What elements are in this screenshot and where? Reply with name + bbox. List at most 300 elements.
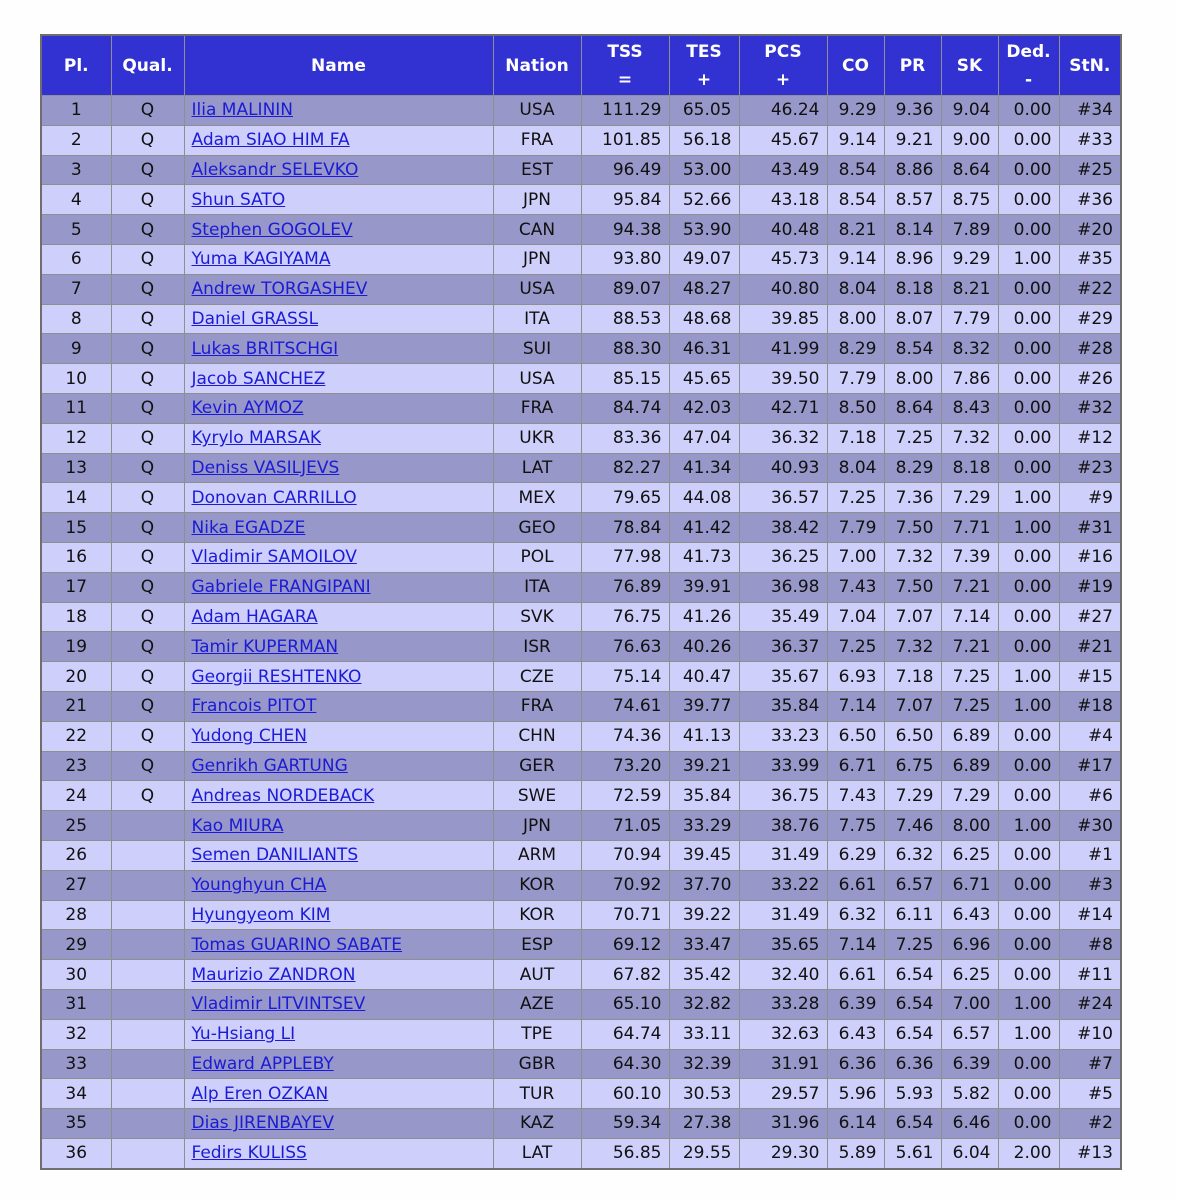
tes-cell: 41.26 <box>669 602 739 632</box>
pcs-cell: 36.32 <box>739 423 827 453</box>
pr-cell: 6.36 <box>884 1049 941 1079</box>
co-cell: 7.14 <box>827 691 884 721</box>
tes-cell: 35.42 <box>669 960 739 990</box>
pr-cell: 8.54 <box>884 334 941 364</box>
qual-cell <box>111 811 184 841</box>
skater-name-link[interactable]: Yuma KAGIYAMA <box>191 249 331 270</box>
co-cell: 8.54 <box>827 185 884 215</box>
tss-cell: 59.34 <box>581 1109 669 1139</box>
skater-name-link[interactable]: Semen DANILIANTS <box>191 845 359 866</box>
tes-cell: 45.65 <box>669 364 739 394</box>
pr-cell: 8.00 <box>884 364 941 394</box>
tss-cell: 76.89 <box>581 572 669 602</box>
col-header-nation <box>493 35 581 96</box>
place-cell: 26 <box>41 840 111 870</box>
name-cell <box>184 423 493 453</box>
skater-name-link[interactable]: Fedirs KULISS <box>191 1143 307 1164</box>
ded-cell: 1.00 <box>998 483 1059 513</box>
nation-cell: JPN <box>493 185 581 215</box>
name-cell <box>184 691 493 721</box>
nation-cell: LAT <box>493 1138 581 1168</box>
ded-cell: 0.00 <box>998 900 1059 930</box>
place-cell: 19 <box>41 632 111 662</box>
table-row <box>41 393 1121 423</box>
qual-cell: Q <box>111 513 184 543</box>
pr-cell: 7.07 <box>884 602 941 632</box>
skater-name-link[interactable]: Genrikh GARTUNG <box>191 755 348 776</box>
table-row <box>41 989 1121 1019</box>
tss-cell: 70.92 <box>581 870 669 900</box>
qual-cell: Q <box>111 483 184 513</box>
pcs-cell: 33.22 <box>739 870 827 900</box>
ded-cell: 1.00 <box>998 811 1059 841</box>
pcs-cell: 33.28 <box>739 989 827 1019</box>
stn-cell: #28 <box>1059 334 1121 364</box>
qual-cell <box>111 1109 184 1139</box>
skater-name-link[interactable]: Deniss VASILJEVS <box>191 457 340 478</box>
ded-cell: 0.00 <box>998 423 1059 453</box>
tss-cell: 88.53 <box>581 304 669 334</box>
skater-name-link[interactable]: Hyungyeom KIM <box>191 904 331 925</box>
co-cell: 7.75 <box>827 811 884 841</box>
tss-cell: 72.59 <box>581 781 669 811</box>
table-row <box>41 364 1121 394</box>
stn-cell: #24 <box>1059 989 1121 1019</box>
ded-cell: 0.00 <box>998 781 1059 811</box>
skater-name-link[interactable]: Jacob SANCHEZ <box>191 368 326 389</box>
pr-cell: 6.54 <box>884 960 941 990</box>
skater-name-link[interactable]: Edward APPLEBY <box>191 1053 334 1074</box>
sk-cell: 9.29 <box>941 244 998 274</box>
tss-cell: 65.10 <box>581 989 669 1019</box>
skater-name-link[interactable]: Georgii RESHTENKO <box>191 666 362 687</box>
qual-cell: Q <box>111 185 184 215</box>
ded-cell: 1.00 <box>998 989 1059 1019</box>
tes-cell: 46.31 <box>669 334 739 364</box>
pr-cell: 7.32 <box>884 632 941 662</box>
name-cell <box>184 215 493 245</box>
nation-cell: TPE <box>493 1019 581 1049</box>
col-header-pcs-label: PCS <box>764 41 802 62</box>
skater-name-link[interactable]: Dias JIRENBAYEV <box>191 1113 335 1134</box>
sk-cell: 7.29 <box>941 483 998 513</box>
name-cell <box>184 870 493 900</box>
skater-name-link[interactable]: Gabriele FRANGIPANI <box>191 577 371 598</box>
qual-cell: Q <box>111 96 184 126</box>
ded-cell: 0.00 <box>998 334 1059 364</box>
sk-cell: 5.82 <box>941 1079 998 1109</box>
skater-name-link[interactable]: Adam HAGARA <box>191 606 318 627</box>
sk-cell: 7.00 <box>941 989 998 1019</box>
skater-name-link[interactable]: Aleksandr SELEVKO <box>191 159 359 180</box>
stn-cell: #35 <box>1059 244 1121 274</box>
co-cell: 7.04 <box>827 602 884 632</box>
pr-cell: 7.25 <box>884 930 941 960</box>
pcs-cell: 40.48 <box>739 215 827 245</box>
skater-name-link[interactable]: Donovan CARRILLO <box>191 487 357 508</box>
ded-cell: 0.00 <box>998 364 1059 394</box>
qual-cell: Q <box>111 244 184 274</box>
sk-cell: 8.43 <box>941 393 998 423</box>
table-row <box>41 691 1121 721</box>
nation-cell: GER <box>493 751 581 781</box>
stn-cell: #12 <box>1059 423 1121 453</box>
stn-cell: #31 <box>1059 513 1121 543</box>
ded-cell: 0.00 <box>998 185 1059 215</box>
co-cell: 8.54 <box>827 155 884 185</box>
ded-cell: 0.00 <box>998 721 1059 751</box>
name-cell <box>184 244 493 274</box>
pr-cell: 7.50 <box>884 513 941 543</box>
stn-cell: #36 <box>1059 185 1121 215</box>
skater-name-link[interactable]: Stephen GOGOLEV <box>191 219 353 240</box>
sk-cell: 6.89 <box>941 751 998 781</box>
name-cell <box>184 602 493 632</box>
stn-cell: #3 <box>1059 870 1121 900</box>
skater-name-link[interactable]: Kyrylo MARSAK <box>191 428 322 449</box>
co-cell: 5.89 <box>827 1138 884 1168</box>
ded-cell: 0.00 <box>998 960 1059 990</box>
table-row <box>41 572 1121 602</box>
place-cell: 32 <box>41 1019 111 1049</box>
pr-cell: 6.75 <box>884 751 941 781</box>
stn-cell: #18 <box>1059 691 1121 721</box>
sk-cell: 9.00 <box>941 125 998 155</box>
ded-cell: 0.00 <box>998 304 1059 334</box>
ded-cell: 1.00 <box>998 691 1059 721</box>
skater-name-link[interactable]: Nika EGADZE <box>191 517 306 538</box>
pr-cell: 7.32 <box>884 542 941 572</box>
name-cell <box>184 751 493 781</box>
table-row <box>41 781 1121 811</box>
co-cell: 6.36 <box>827 1049 884 1079</box>
stn-cell: #33 <box>1059 125 1121 155</box>
sk-cell: 6.71 <box>941 870 998 900</box>
pr-cell: 5.61 <box>884 1138 941 1168</box>
col-header-nation-label: Nation <box>505 55 569 76</box>
skater-name-link[interactable]: Adam SIAO HIM FA <box>191 130 350 151</box>
co-cell: 8.04 <box>827 274 884 304</box>
ded-cell: 0.00 <box>998 542 1059 572</box>
qual-cell: Q <box>111 334 184 364</box>
table-row <box>41 960 1121 990</box>
tes-cell: 39.21 <box>669 751 739 781</box>
table-row <box>41 453 1121 483</box>
name-cell <box>184 721 493 751</box>
co-cell: 7.18 <box>827 423 884 453</box>
skater-name-link[interactable]: Andrew TORGASHEV <box>191 279 368 300</box>
co-cell: 6.93 <box>827 662 884 692</box>
col-header-sk-label: SK <box>956 55 983 76</box>
nation-cell: LAT <box>493 453 581 483</box>
tes-cell: 33.29 <box>669 811 739 841</box>
pcs-cell: 46.24 <box>739 96 827 126</box>
table-row <box>41 244 1121 274</box>
tes-cell: 48.27 <box>669 274 739 304</box>
pcs-cell: 45.73 <box>739 244 827 274</box>
name-cell <box>184 304 493 334</box>
table-row <box>41 632 1121 662</box>
pcs-cell: 38.42 <box>739 513 827 543</box>
sk-cell: 8.21 <box>941 274 998 304</box>
pr-cell: 7.29 <box>884 781 941 811</box>
pcs-cell: 39.50 <box>739 364 827 394</box>
table-row <box>41 215 1121 245</box>
pcs-cell: 39.85 <box>739 304 827 334</box>
tss-cell: 76.63 <box>581 632 669 662</box>
table-header <box>41 35 1121 96</box>
sk-cell: 7.32 <box>941 423 998 453</box>
ded-cell: 0.00 <box>998 393 1059 423</box>
skater-name-link[interactable]: Maurizio ZANDRON <box>191 964 356 985</box>
pr-cell: 8.07 <box>884 304 941 334</box>
nation-cell: JPN <box>493 811 581 841</box>
place-cell: 5 <box>41 215 111 245</box>
tss-cell: 79.65 <box>581 483 669 513</box>
pr-cell: 8.86 <box>884 155 941 185</box>
tes-cell: 41.34 <box>669 453 739 483</box>
sk-cell: 7.21 <box>941 632 998 662</box>
skater-name-link[interactable]: Ilia MALININ <box>191 100 294 121</box>
col-header-tss <box>581 35 669 96</box>
sk-cell: 7.25 <box>941 662 998 692</box>
name-cell <box>184 483 493 513</box>
skater-name-link[interactable]: Vladimir SAMOILOV <box>191 547 357 568</box>
place-cell: 31 <box>41 989 111 1019</box>
stn-cell: #1 <box>1059 840 1121 870</box>
pcs-cell: 35.49 <box>739 602 827 632</box>
pcs-cell: 35.84 <box>739 691 827 721</box>
table-row <box>41 662 1121 692</box>
table-row <box>41 423 1121 453</box>
col-header-pr-label: PR <box>899 55 926 76</box>
table-row <box>41 751 1121 781</box>
qual-cell <box>111 930 184 960</box>
stn-cell: #17 <box>1059 751 1121 781</box>
qual-cell <box>111 960 184 990</box>
skater-name-link[interactable]: Vladimir LITVINTSEV <box>191 994 366 1015</box>
tss-cell: 88.30 <box>581 334 669 364</box>
col-header-qual-label: Qual. <box>122 55 173 76</box>
tes-cell: 30.53 <box>669 1079 739 1109</box>
stn-cell: #30 <box>1059 811 1121 841</box>
pcs-cell: 40.93 <box>739 453 827 483</box>
qual-cell <box>111 840 184 870</box>
ded-cell: 0.00 <box>998 870 1059 900</box>
stn-cell: #2 <box>1059 1109 1121 1139</box>
name-cell <box>184 662 493 692</box>
co-cell: 8.00 <box>827 304 884 334</box>
place-cell: 8 <box>41 304 111 334</box>
co-cell: 7.14 <box>827 930 884 960</box>
co-cell: 9.29 <box>827 96 884 126</box>
tes-cell: 39.22 <box>669 900 739 930</box>
co-cell: 9.14 <box>827 125 884 155</box>
stn-cell: #34 <box>1059 96 1121 126</box>
place-cell: 1 <box>41 96 111 126</box>
co-cell: 6.39 <box>827 989 884 1019</box>
name-cell <box>184 453 493 483</box>
tss-cell: 71.05 <box>581 811 669 841</box>
tes-cell: 37.70 <box>669 870 739 900</box>
stn-cell: #20 <box>1059 215 1121 245</box>
ded-cell: 0.00 <box>998 632 1059 662</box>
nation-cell: ARM <box>493 840 581 870</box>
skater-name-link[interactable]: Tamir KUPERMAN <box>191 636 339 657</box>
place-cell: 16 <box>41 542 111 572</box>
co-cell: 9.14 <box>827 244 884 274</box>
ded-cell: 0.00 <box>998 1109 1059 1139</box>
nation-cell: GBR <box>493 1049 581 1079</box>
col-header-tes <box>669 35 739 96</box>
skater-name-link[interactable]: Daniel GRASSL <box>191 308 319 329</box>
table-row <box>41 900 1121 930</box>
nation-cell: USA <box>493 96 581 126</box>
skater-name-link[interactable]: Kao MIURA <box>191 815 284 836</box>
nation-cell: JPN <box>493 244 581 274</box>
co-cell: 6.61 <box>827 960 884 990</box>
col-header-stn <box>1059 35 1121 96</box>
qual-cell: Q <box>111 364 184 394</box>
pr-cell: 7.18 <box>884 662 941 692</box>
co-cell: 6.61 <box>827 870 884 900</box>
sk-cell: 8.18 <box>941 453 998 483</box>
co-cell: 7.25 <box>827 483 884 513</box>
skater-name-link[interactable]: Francois PITOT <box>191 696 317 717</box>
sk-cell: 7.71 <box>941 513 998 543</box>
skater-name-link[interactable]: Yu-Hsiang LI <box>191 1024 296 1045</box>
place-cell: 30 <box>41 960 111 990</box>
stn-cell: #19 <box>1059 572 1121 602</box>
pr-cell: 8.18 <box>884 274 941 304</box>
name-cell <box>184 572 493 602</box>
skater-name-link[interactable]: Tomas GUARINO SABATE <box>191 934 403 955</box>
place-cell: 4 <box>41 185 111 215</box>
pr-cell: 6.54 <box>884 1109 941 1139</box>
pr-cell: 8.96 <box>884 244 941 274</box>
tss-cell: 70.94 <box>581 840 669 870</box>
sk-cell: 6.25 <box>941 960 998 990</box>
sk-cell: 9.04 <box>941 96 998 126</box>
table-row <box>41 1079 1121 1109</box>
ded-cell: 0.00 <box>998 602 1059 632</box>
name-cell <box>184 364 493 394</box>
tss-cell: 76.75 <box>581 602 669 632</box>
skater-name-link[interactable]: Kevin AYMOZ <box>191 398 304 419</box>
col-header-pr <box>884 35 941 96</box>
name-cell <box>184 1109 493 1139</box>
stn-cell: #23 <box>1059 453 1121 483</box>
tes-cell: 33.11 <box>669 1019 739 1049</box>
table-row <box>41 602 1121 632</box>
skater-name-link[interactable]: Yudong CHEN <box>191 726 307 747</box>
stn-cell: #6 <box>1059 781 1121 811</box>
qual-cell: Q <box>111 274 184 304</box>
co-cell: 7.00 <box>827 542 884 572</box>
pr-cell: 8.64 <box>884 393 941 423</box>
tes-cell: 29.55 <box>669 1138 739 1168</box>
tss-cell: 78.84 <box>581 513 669 543</box>
pcs-cell: 36.75 <box>739 781 827 811</box>
tes-cell: 39.45 <box>669 840 739 870</box>
pr-cell: 8.14 <box>884 215 941 245</box>
pcs-cell: 29.30 <box>739 1138 827 1168</box>
place-cell: 6 <box>41 244 111 274</box>
name-cell <box>184 930 493 960</box>
skater-name-link[interactable]: Alp Eren OZKAN <box>191 1083 329 1104</box>
skater-name-link[interactable]: Younghyun CHA <box>191 875 327 896</box>
tss-cell: 73.20 <box>581 751 669 781</box>
place-cell: 20 <box>41 662 111 692</box>
co-cell: 6.71 <box>827 751 884 781</box>
co-cell: 6.50 <box>827 721 884 751</box>
nation-cell: POL <box>493 542 581 572</box>
name-cell <box>184 1079 493 1109</box>
nation-cell: KOR <box>493 870 581 900</box>
place-cell: 15 <box>41 513 111 543</box>
results-table <box>40 34 1122 1170</box>
table-row <box>41 334 1121 364</box>
ded-cell: 0.00 <box>998 840 1059 870</box>
nation-cell: CZE <box>493 662 581 692</box>
qual-cell <box>111 1079 184 1109</box>
tss-cell: 56.85 <box>581 1138 669 1168</box>
table-row <box>41 155 1121 185</box>
sk-cell: 8.00 <box>941 811 998 841</box>
col-header-place-label: Pl. <box>63 55 89 76</box>
nation-cell: ITA <box>493 304 581 334</box>
qual-cell <box>111 989 184 1019</box>
sk-cell: 6.04 <box>941 1138 998 1168</box>
stn-cell: #15 <box>1059 662 1121 692</box>
header-row <box>41 35 1121 96</box>
nation-cell: USA <box>493 274 581 304</box>
col-header-pcs-symbol: + <box>775 69 791 90</box>
nation-cell: SUI <box>493 334 581 364</box>
pr-cell: 6.11 <box>884 900 941 930</box>
name-cell <box>184 900 493 930</box>
tes-cell: 39.91 <box>669 572 739 602</box>
pcs-cell: 43.49 <box>739 155 827 185</box>
place-cell: 36 <box>41 1138 111 1168</box>
skater-name-link[interactable]: Lukas BRITSCHGI <box>191 338 339 359</box>
pcs-cell: 36.25 <box>739 542 827 572</box>
skater-name-link[interactable]: Shun SATO <box>191 189 286 210</box>
nation-cell: AUT <box>493 960 581 990</box>
ded-cell: 0.00 <box>998 125 1059 155</box>
stn-cell: #32 <box>1059 393 1121 423</box>
col-header-name <box>184 35 493 96</box>
place-cell: 33 <box>41 1049 111 1079</box>
co-cell: 6.14 <box>827 1109 884 1139</box>
sk-cell: 6.39 <box>941 1049 998 1079</box>
nation-cell: KAZ <box>493 1109 581 1139</box>
co-cell: 6.32 <box>827 900 884 930</box>
pcs-cell: 45.67 <box>739 125 827 155</box>
table-row <box>41 483 1121 513</box>
co-cell: 8.21 <box>827 215 884 245</box>
sk-cell: 7.25 <box>941 691 998 721</box>
tss-cell: 70.71 <box>581 900 669 930</box>
tss-cell: 95.84 <box>581 185 669 215</box>
stn-cell: #14 <box>1059 900 1121 930</box>
place-cell: 9 <box>41 334 111 364</box>
nation-cell: AZE <box>493 989 581 1019</box>
skater-name-link[interactable]: Andreas NORDEBACK <box>191 785 375 806</box>
co-cell: 6.43 <box>827 1019 884 1049</box>
name-cell <box>184 125 493 155</box>
pcs-cell: 29.57 <box>739 1079 827 1109</box>
